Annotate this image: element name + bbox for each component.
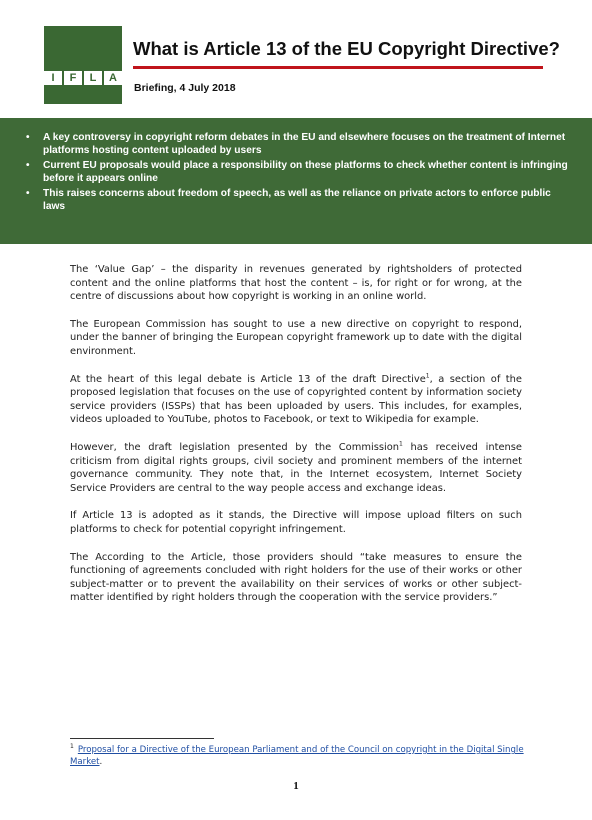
footnote-trailing: . (99, 757, 103, 767)
logo-letter-l: L (84, 71, 102, 85)
paragraph-text: has received intense criticism from digital rights groups, civil society and prominent members of the internet governance community. They note that, in the Internet ecosystem, Internet Society Service Providers are central to the way people access and exchange ideas. (70, 441, 523, 494)
paragraph-text: , a section of the proposed legislation that focuses on the use of copyrighted content by information society service providers (ISSPs) that has been uploaded by users. This includes, for examples, videos uploaded to YouTube, photos to Facebook, or text to Wikipedia for example. (70, 373, 522, 426)
paragraph-article-quote: The According to the Article, those providers should “take measures to ensure the functioning of agreements concluded with right holders for the use of their works or other subject-matter or to prevent the availability on their services of works or other subject-matter identified by right holders through the cooperation with the service providers.” (70, 551, 522, 604)
paragraph-upload-filters: If Article 13 is adopted as it stands, the Directive will impose upload filters on such platforms to check for potential copyright infringement. (70, 510, 522, 535)
bullet-icon: • (26, 132, 30, 143)
logo-letter-a: A (104, 71, 122, 85)
key-point-text: A key controversy in copyright reform debates in the EU and elsewhere focuses on the treatment of Internet platforms hosting content uploaded by users (43, 132, 566, 156)
bullet-icon: • (26, 160, 30, 171)
footnote (70, 744, 530, 768)
page-number: 1 (293, 780, 299, 792)
paragraph-criticism (70, 441, 522, 495)
page-title: What is Article 13 of the EU Copyright Directive? (133, 38, 560, 59)
key-point-text: Current EU proposals would place a responsibility on these platforms to check whether content is infringing before it appears online (43, 160, 568, 184)
key-points-list (26, 131, 572, 213)
footnote-reference[interactable]: 1 (425, 372, 430, 380)
footnote-mark: 1 (70, 743, 74, 751)
article-body (70, 263, 522, 619)
key-point-item (26, 159, 572, 185)
key-points-box (0, 118, 592, 244)
title-underline-rule (133, 66, 543, 69)
paragraph-text: However, the draft legislation presented by the Commission (70, 441, 400, 453)
briefing-date: Briefing, 4 July 2018 (134, 82, 236, 94)
logo-letter-i: I (44, 71, 62, 85)
key-point-text: This raises concerns about freedom of speech, as well as the reliance on private actors to enforce public laws (43, 188, 551, 212)
ifla-logo (44, 26, 122, 104)
paragraph-european-commission: The European Commission has sought to use a new directive on copyright to respond, under the banner of bringing the European copyright framework up to date with the digital environment. (70, 318, 522, 357)
key-point-item (26, 187, 572, 213)
footnote-separator (70, 738, 214, 739)
footnote-link[interactable]: Proposal for a Directive of the European Parliament and of the Council on copyright in the Digital Single Market (70, 745, 524, 767)
bullet-icon: • (26, 188, 30, 199)
logo-letter-band (44, 71, 122, 85)
paragraph-text: At the heart of this legal debate is Article 13 of the draft Directive (70, 373, 426, 385)
footnote-reference[interactable]: 1 (399, 440, 403, 448)
logo-letter-f: F (64, 71, 82, 85)
key-point-item (26, 131, 572, 157)
paragraph-value-gap: The ‘Value Gap’ – the disparity in revenues generated by rightsholders of protected content and the online platforms that host the content – is, for right or for wrong, at the centre of discussions about how copyright is working in an online world. (70, 264, 522, 303)
paragraph-article-13 (70, 373, 522, 427)
